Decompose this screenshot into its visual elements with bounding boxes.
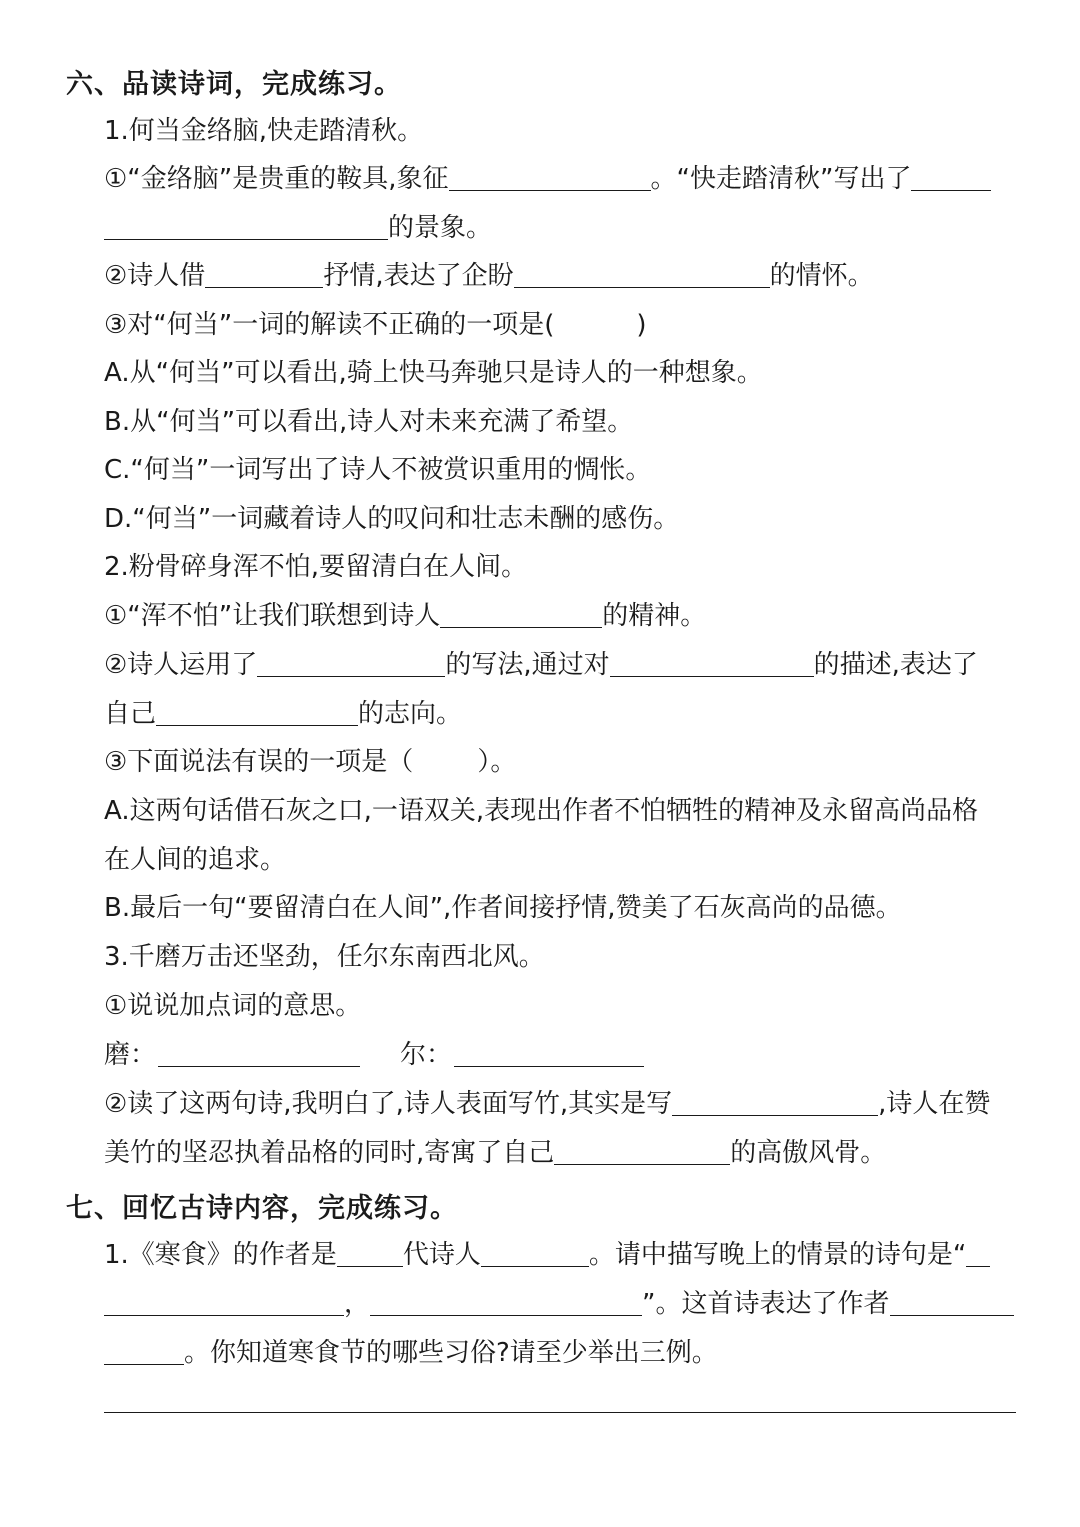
q2-sub2-blank-3[interactable] (156, 699, 358, 726)
s7-q1-dynasty-blank[interactable] (337, 1240, 403, 1267)
q3-sub2-text-a: ②读了这两句诗,我明白了,诗人表面写竹,其实是写 (104, 1089, 673, 1119)
q2-sub2-text-c: 的描述,表达了 (813, 650, 978, 680)
q1-sub2-text-c: 的情怀。 (769, 261, 874, 291)
s7-q1-verse-blank-2[interactable] (370, 1289, 642, 1316)
q1-sub3 (104, 308, 1019, 342)
q2-sub2-text-b: 的写法,通过对 (445, 650, 610, 680)
q1-sub2-text-a: ②诗人借 (104, 261, 206, 291)
q2-sub2-text-a: ②诗人运用了 (104, 650, 258, 680)
q2-sub3-text-b: ）。 (477, 747, 517, 777)
q1-sub2-blank-1[interactable] (205, 261, 323, 288)
q1-poem-line: 1.何当金络脑,快走踏清秋。 (104, 116, 424, 146)
q2-sub1-blank[interactable] (440, 601, 602, 628)
s7-q1-text-b: 代诗人 (402, 1240, 481, 1270)
s7-q1-line3 (104, 1336, 1019, 1370)
q3-sub2-text-c: 美竹的坚忍执着品格的同时,寄寓了自己 (104, 1138, 555, 1168)
q3-sub2-blank-2[interactable] (554, 1138, 730, 1165)
s7-q1-verse-blank-1a[interactable] (966, 1240, 990, 1267)
q3-sub2-line2 (104, 1136, 1019, 1170)
q1-option-d: D.“何当”一词藏着诗人的叹问和壮志未酬的感伤。 (104, 504, 680, 534)
q1-sub1-line2 (104, 211, 1019, 245)
q1-sub1-blank-2a[interactable] (911, 164, 991, 191)
s7-q1-text-d: ， (344, 1289, 371, 1319)
s7-q1-text-f: 。你知道寒食节的哪些习俗?请至少举出三例。 (184, 1338, 718, 1368)
q2-sub1 (104, 599, 1019, 633)
q1-sub2-blank-2[interactable] (514, 261, 770, 288)
q2-sub2-text-d: 自己 (104, 699, 157, 729)
q1-sub1-line1 (104, 162, 1019, 196)
q1-sub3-text-b: ) (636, 310, 647, 340)
s7-q1-line1 (104, 1238, 1019, 1272)
q1-sub1-blank-1[interactable] (449, 164, 651, 191)
s7-q1-text-a: 1.《寒食》的作者是 (104, 1240, 337, 1270)
q2-sub3-text-a: ③下面说法有误的一项是（ (104, 747, 414, 777)
q1-option-c: C.“何当”一词写出了诗人不被赏识重用的惆怅。 (104, 455, 652, 485)
q3-mo-label: 磨： (104, 1040, 157, 1070)
q3-sub2-text-b: ,诗人在赞 (878, 1089, 991, 1119)
q2-sub3 (104, 745, 1019, 779)
q2-sub2-line2 (104, 697, 1019, 731)
s7-q1-poet-blank[interactable] (481, 1240, 589, 1267)
q1-option-a: A.从“何当”可以看出,骑上快马奔驰只是诗人的一种想象。 (104, 358, 763, 388)
q1-sub1-text-b: 。“快走踏清秋”写出了 (650, 164, 912, 194)
q2-poem-line: 2.粉骨碎身浑不怕,要留清白在人间。 (104, 552, 528, 582)
q1-sub1-text-a: ①“金络脑”是贵重的鞍具,象征 (104, 164, 449, 194)
q1-sub1-blank-2b[interactable] (104, 213, 388, 240)
s7-q1-emotion-blank-b[interactable] (104, 1338, 184, 1365)
section-6-title: 六、品读诗词，完成练习。 (66, 69, 402, 100)
q2-option-b: B.最后一句“要留清白在人间”,作者间接抒情,赞美了石灰高尚的品德。 (104, 893, 902, 923)
s7-q1-text-e: ”。这首诗表达了作者 (642, 1289, 890, 1319)
q3-sub2-blank-1[interactable] (672, 1089, 878, 1116)
q2-sub2-line1 (104, 648, 1019, 682)
s7-q1-emotion-blank-a[interactable] (890, 1289, 1014, 1316)
q2-sub1-text-a: ①“浑不怕”让我们联想到诗人 (104, 601, 441, 631)
q2-option-a-line1: A.这两句话借石灰之口,一语双关,表现出作者不怕牺牲的精神及永留高尚品格 (104, 796, 979, 826)
q2-sub2-blank-2[interactable] (610, 650, 814, 677)
q3-sub2-text-d: 的高傲风骨。 (730, 1138, 887, 1168)
q3-poem-line: 3.千磨万击还坚劲，任尔东南西北风。 (104, 942, 545, 972)
section-7-title: 七、回忆古诗内容，完成练习。 (66, 1193, 458, 1224)
q2-sub1-text-b: 的精神。 (602, 601, 707, 631)
s7-answer-line[interactable] (104, 1412, 1016, 1413)
q2-sub2-text-e: 的志向。 (358, 699, 463, 729)
q3-er-label: 尔： (400, 1040, 453, 1070)
q3-sub2-line1 (104, 1087, 1019, 1121)
q2-sub2-blank-1[interactable] (257, 650, 445, 677)
q3-sub1: ①说说加点词的意思。 (104, 991, 362, 1021)
q1-option-b: B.从“何当”可以看出,诗人对未来充满了希望。 (104, 407, 634, 437)
s7-q1-verse-blank-1b[interactable] (104, 1289, 344, 1316)
q1-sub2 (104, 259, 1019, 293)
q3-word-meanings (104, 1038, 1019, 1072)
q3-mo-blank[interactable] (158, 1040, 360, 1067)
q2-option-a-line2: 在人间的追求。 (104, 845, 287, 875)
q1-sub1-text-c: 的景象。 (388, 213, 493, 243)
q1-sub3-text-a: ③对“何当”一词的解读不正确的一项是( (104, 310, 555, 340)
s7-q1-line2 (104, 1287, 1019, 1321)
q1-sub2-text-b: 抒情,表达了企盼 (323, 261, 514, 291)
s7-q1-text-c: 。请中描写晚上的情景的诗句是“ (588, 1240, 967, 1270)
q3-er-blank[interactable] (454, 1040, 644, 1067)
